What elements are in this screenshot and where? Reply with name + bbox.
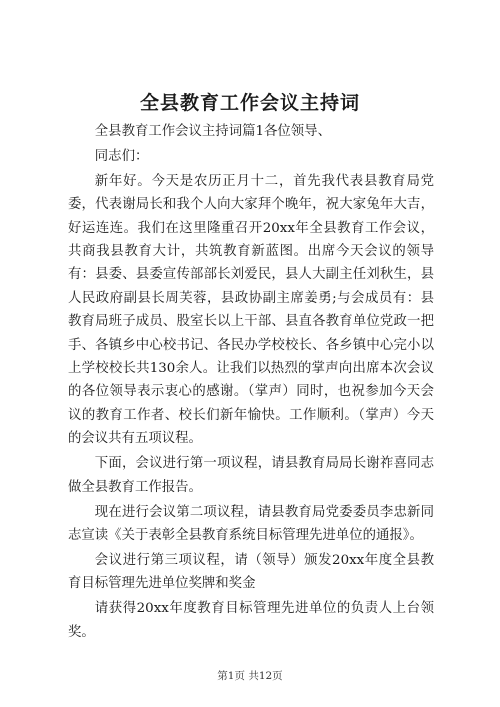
paragraph-award: 请获得20xx年度教育目标管理先进单位的负责人上台领奖。 bbox=[68, 601, 434, 640]
document-body bbox=[68, 120, 434, 645]
paragraph-agenda-3: 会议进行第三项议程，请（领导）颁发20xx年度全县教育目标管理先进单位奖牌和奖金 bbox=[68, 552, 434, 592]
document-title: 全县教育工作会议主持词 bbox=[139, 92, 360, 114]
paragraph-agenda-2: 现在进行会议第二项议程，请县教育局党委委员李忠新同志宣读《关于表彰全县教育系统目标管理先进单位的通报》。 bbox=[68, 504, 434, 543]
paragraph-agenda-1: 下面，会议进行第一项议程，请县教育局局长谢祚喜同志做全县教育工作报告。 bbox=[68, 456, 434, 495]
paragraph-opening: 新年好。今天是农历正月十二，首先我代表县教育局党委，代表谢局长和我个人向大家拜个晚年，祝大家兔年大吉，好运连连。我们在这里隆重召开20xx年全县教育工作会议，共商我县教育大计，共筑教育新蓝图。出席今天会议的领导有：县委、县委宣传部部长刘爱民，县人大副主任刘秋生，县人民政府副县长周芙蓉，县政协副主席姜勇;与会成员有：县教育局班子成员、股室长以上干部、县直各教育单位党政一把手、各镇乡中心校书记、各民办学校校长、各乡镇中心完小以上学校校长共130余人。让我们以热烈的掌声向出席本次会议的各位领导表示衷心的感谢。（掌声）同时，也祝参加今天会议的教育工作者、校长们新年愉快。工作顺利。（掌声）今天的会议共有五项议程。 bbox=[68, 173, 434, 447]
page-footer: 第1页 共12页 bbox=[217, 670, 283, 682]
paragraph-heading-line: 全县教育工作会议主持词篇1各位领导、 bbox=[94, 124, 331, 139]
paragraph-salutation: 同志们： bbox=[94, 148, 149, 164]
